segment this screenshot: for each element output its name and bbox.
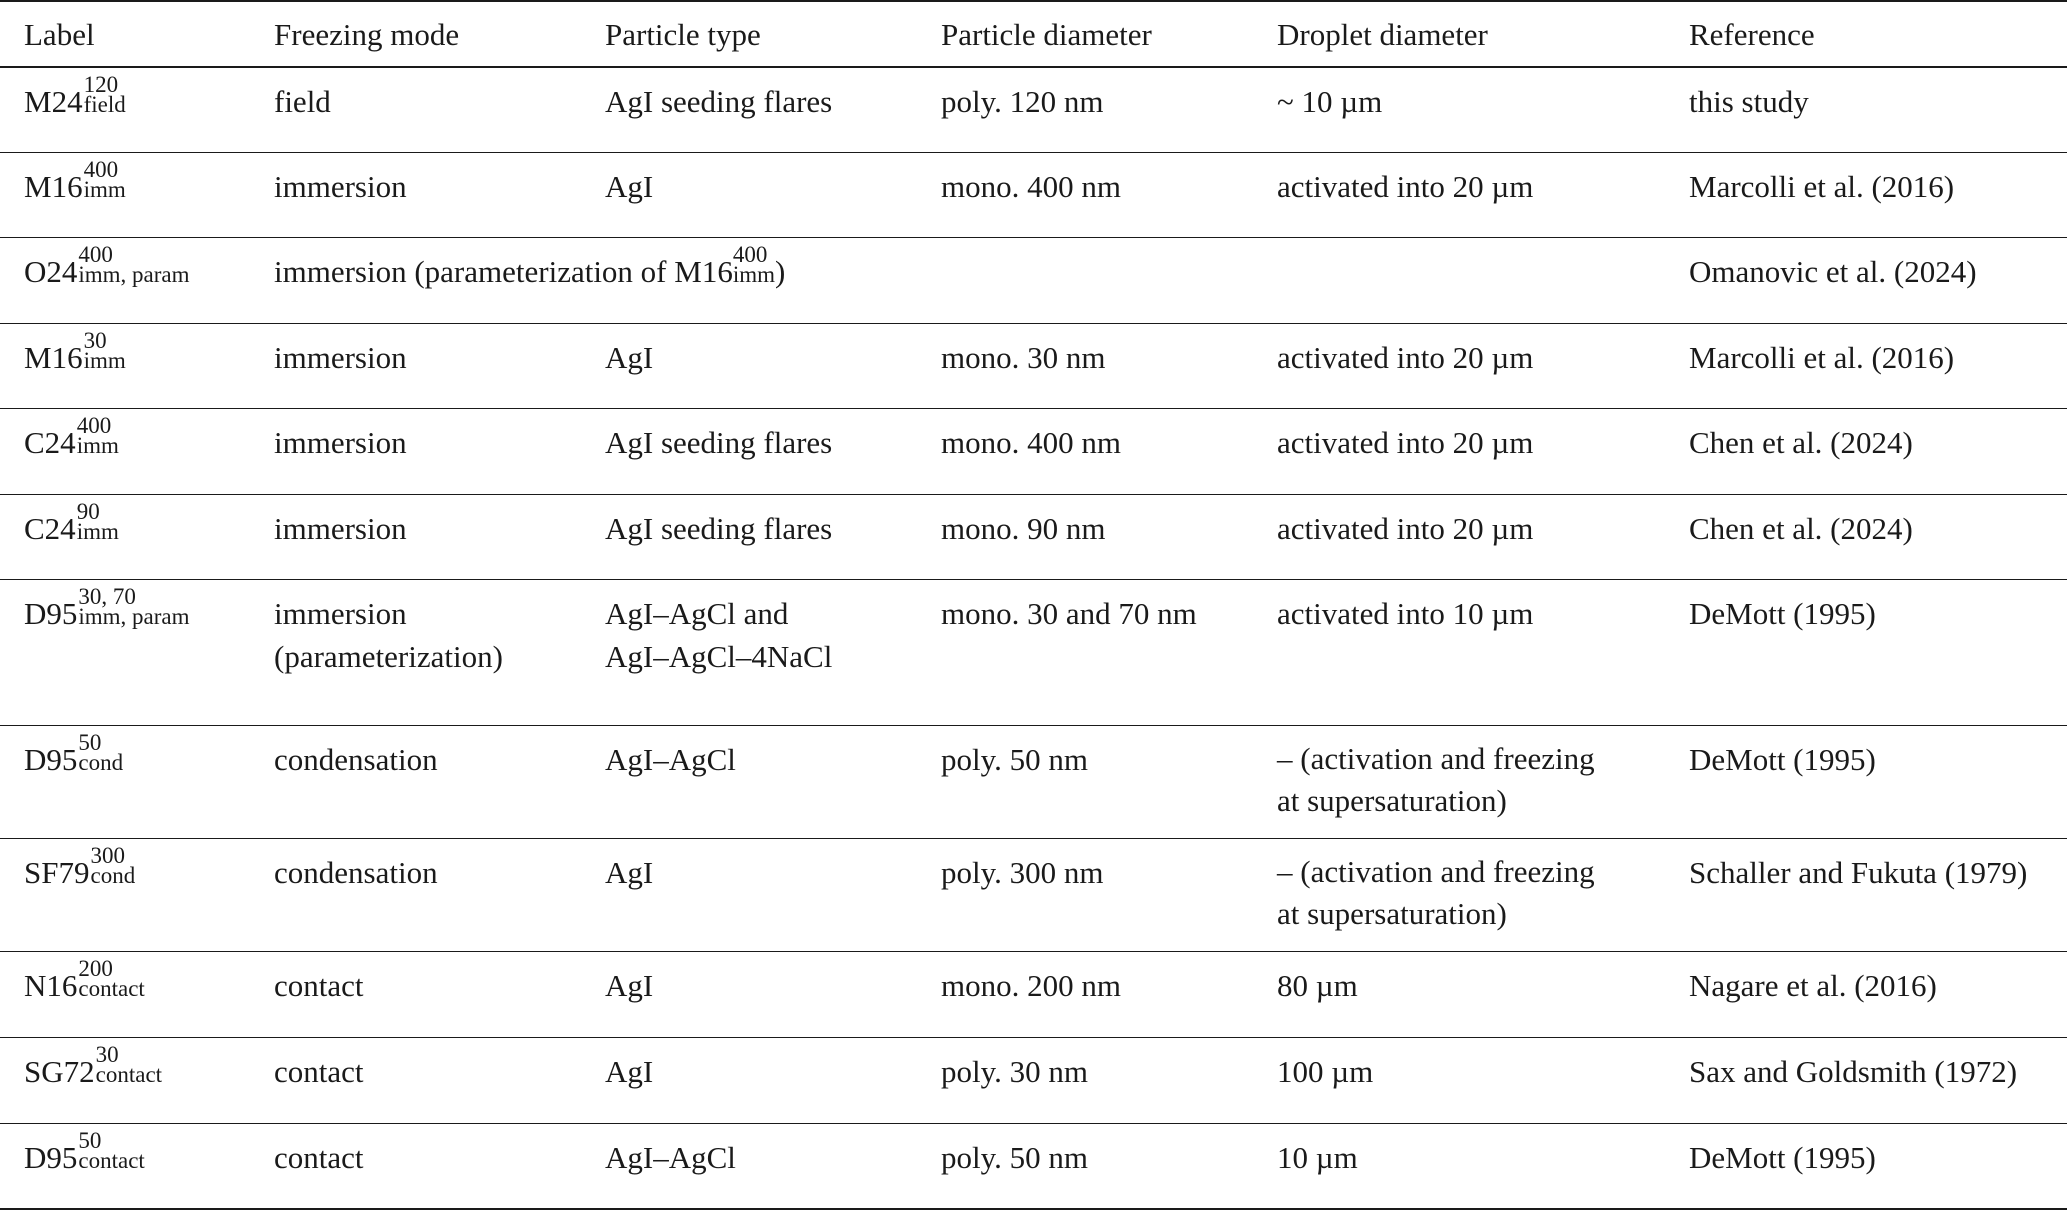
label-sub: imm <box>83 347 126 373</box>
label-sup: 50 <box>78 729 102 755</box>
label-base: M24 <box>24 84 83 119</box>
cell-type: AgI seeding flares <box>605 84 833 119</box>
cell-type: AgI seeding flares <box>605 424 833 460</box>
cell-mode: immersion <box>274 168 407 204</box>
header-label: Label <box>24 16 95 52</box>
cell-type: AgI <box>605 967 654 1003</box>
cell-reference: DeMott (1995) <box>1689 1139 1876 1175</box>
label-base: D95 <box>24 595 78 631</box>
cell-particle-diameter: mono. 30 and 70 nm <box>941 595 1197 631</box>
cell-particle-diameter: mono. 30 nm <box>941 339 1106 375</box>
droplet-line: – (activation and freezing <box>1277 740 1595 776</box>
table-row <box>0 237 2067 323</box>
cell-droplet-diameter: activated into 20 µm <box>1277 510 1534 546</box>
label-base: D95 <box>24 1139 78 1175</box>
label-sup: 400 <box>78 241 113 267</box>
cell-label <box>0 951 250 1037</box>
cell-label <box>0 408 250 494</box>
cell-reference: DeMott (1995) <box>1689 741 1876 777</box>
cell-mode-spanning <box>250 237 1665 323</box>
cell-label <box>0 67 250 152</box>
label-sup: 300 <box>90 842 125 868</box>
cell-droplet-diameter: activated into 20 µm <box>1277 424 1534 460</box>
header-freezing-mode: Freezing mode <box>274 16 460 52</box>
cell-label <box>0 494 250 579</box>
label-base: SG72 <box>24 1053 95 1089</box>
label-sub: cond <box>90 862 136 888</box>
table-row <box>0 152 2067 237</box>
cell-mode: contact <box>274 967 364 1003</box>
mode-sub: imm <box>732 261 775 287</box>
mode-line: (parameterization) <box>274 638 503 674</box>
cell-particle-diameter: mono. 400 nm <box>941 168 1121 204</box>
cell-droplet-diameter: 80 µm <box>1277 967 1358 1003</box>
cell-type <box>581 579 917 725</box>
label-sub: field <box>83 92 126 117</box>
label-sub: imm <box>76 518 119 544</box>
cell-droplet-diameter: activated into 10 µm <box>1277 595 1534 631</box>
cell-type: AgI–AgCl <box>605 1139 736 1175</box>
mode-line: immersion <box>274 595 407 631</box>
type-line: AgI–AgCl–4NaCl <box>605 638 833 674</box>
table-body <box>0 67 2067 1209</box>
header-particle-type: Particle type <box>605 16 761 52</box>
table-header <box>0 1 2067 67</box>
mode-sup: 400 <box>732 241 768 267</box>
table-row <box>0 323 2067 408</box>
label-sub: contact <box>78 975 145 1001</box>
table-row <box>0 725 2067 838</box>
cell-reference: Nagare et al. (2016) <box>1689 967 1937 1003</box>
cell-particle-diameter: poly. 50 nm <box>941 741 1088 777</box>
cell-particle-diameter: poly. 120 nm <box>941 84 1104 119</box>
table-row <box>0 1037 2067 1123</box>
label-sup: 30, 70 <box>78 583 136 609</box>
droplet-line: – (activation and freezing <box>1277 853 1595 889</box>
cell-particle-diameter: poly. 300 nm <box>941 854 1104 890</box>
mode-suffix: ) <box>775 253 786 289</box>
header-particle-diameter: Particle diameter <box>941 16 1152 52</box>
cell-particle-diameter: poly. 50 nm <box>941 1139 1088 1175</box>
cell-reference: this study <box>1689 84 1809 119</box>
cell-label <box>0 579 250 725</box>
mode-prefix: immersion (parameterization of M16 <box>274 253 733 289</box>
cell-label <box>0 237 250 323</box>
cell-droplet-diameter <box>1253 838 1665 951</box>
cell-reference: Chen et al. (2024) <box>1689 510 1913 546</box>
label-sup: 50 <box>78 1127 102 1153</box>
label-sub: contact <box>78 1147 145 1173</box>
label-sub: imm, param <box>78 261 190 287</box>
table-row <box>0 838 2067 951</box>
label-sub: imm <box>76 432 119 458</box>
cell-particle-diameter: mono. 200 nm <box>941 967 1121 1003</box>
cell-label <box>0 1037 250 1123</box>
cell-droplet-diameter <box>1253 725 1665 838</box>
label-base: O24 <box>24 253 78 289</box>
cell-reference: Omanovic et al. (2024) <box>1689 253 1977 289</box>
table-row <box>0 494 2067 579</box>
label-base: SF79 <box>24 854 90 890</box>
header-droplet-diameter: Droplet diameter <box>1277 16 1488 52</box>
cell-reference: Marcolli et al. (2016) <box>1689 339 1955 375</box>
droplet-line: at supersaturation) <box>1277 782 1507 818</box>
cell-mode: condensation <box>274 854 438 890</box>
cell-mode: condensation <box>274 741 438 777</box>
header-row <box>0 1 2067 67</box>
cell-particle-diameter: poly. 30 nm <box>941 1053 1088 1089</box>
cell-mode: field <box>274 84 331 119</box>
label-sup: 30 <box>95 1041 119 1067</box>
label-sub: imm, param <box>78 603 190 629</box>
cell-mode: immersion <box>274 424 407 460</box>
cell-type: AgI <box>605 339 654 375</box>
cell-reference: Chen et al. (2024) <box>1689 424 1913 460</box>
cell-droplet-diameter: ~ 10 µm <box>1277 84 1383 119</box>
cell-label <box>0 152 250 237</box>
table-row <box>0 579 2067 725</box>
label-sub: imm <box>83 176 126 202</box>
header-reference: Reference <box>1689 16 1815 52</box>
label-sub: contact <box>95 1061 163 1087</box>
droplet-line: at supersaturation) <box>1277 895 1507 931</box>
cell-particle-diameter: mono. 90 nm <box>941 510 1106 546</box>
label-sup: 90 <box>76 498 100 524</box>
cell-mode: contact <box>274 1139 364 1175</box>
cell-type: AgI seeding flares <box>605 510 833 546</box>
cell-droplet-diameter: activated into 20 µm <box>1277 168 1534 204</box>
label-base: D95 <box>24 741 78 777</box>
cell-droplet-diameter: activated into 20 µm <box>1277 339 1534 375</box>
type-line: AgI–AgCl and <box>605 595 789 631</box>
cell-mode: contact <box>274 1053 364 1089</box>
cell-mode <box>250 579 581 725</box>
cell-label <box>0 1123 250 1209</box>
cell-reference: Sax and Goldsmith (1972) <box>1689 1053 2018 1089</box>
cell-reference: DeMott (1995) <box>1689 595 1876 631</box>
cell-droplet-diameter: 100 µm <box>1277 1053 1374 1089</box>
cell-label <box>0 838 250 951</box>
cell-mode: immersion <box>274 339 407 375</box>
cell-type: AgI <box>605 1053 654 1089</box>
cell-reference: Marcolli et al. (2016) <box>1689 168 1955 204</box>
label-sub: cond <box>78 749 124 775</box>
table-row <box>0 408 2067 494</box>
cell-droplet-diameter: 10 µm <box>1277 1139 1358 1175</box>
cell-type: AgI–AgCl <box>605 741 736 777</box>
label-base: M16 <box>24 339 83 375</box>
cell-label <box>0 725 250 838</box>
label-sup: 400 <box>76 412 112 438</box>
label-base: C24 <box>24 510 76 546</box>
table-row <box>0 1123 2067 1209</box>
label-sup: 200 <box>78 955 113 981</box>
cell-label <box>0 323 250 408</box>
cell-type: AgI <box>605 168 654 204</box>
table-row <box>0 67 2067 152</box>
cell-reference: Schaller and Fukuta (1979) <box>1689 854 2028 890</box>
label-sup: 400 <box>83 156 119 182</box>
label-base: M16 <box>24 168 83 204</box>
cell-particle-diameter: mono. 400 nm <box>941 424 1121 460</box>
table-row <box>0 951 2067 1037</box>
cell-mode: immersion <box>274 510 407 546</box>
cell-type: AgI <box>605 854 654 890</box>
label-base: N16 <box>24 967 78 1003</box>
label-sup: 30 <box>83 327 107 353</box>
label-sup: 120 <box>83 72 119 97</box>
label-base: C24 <box>24 424 76 460</box>
